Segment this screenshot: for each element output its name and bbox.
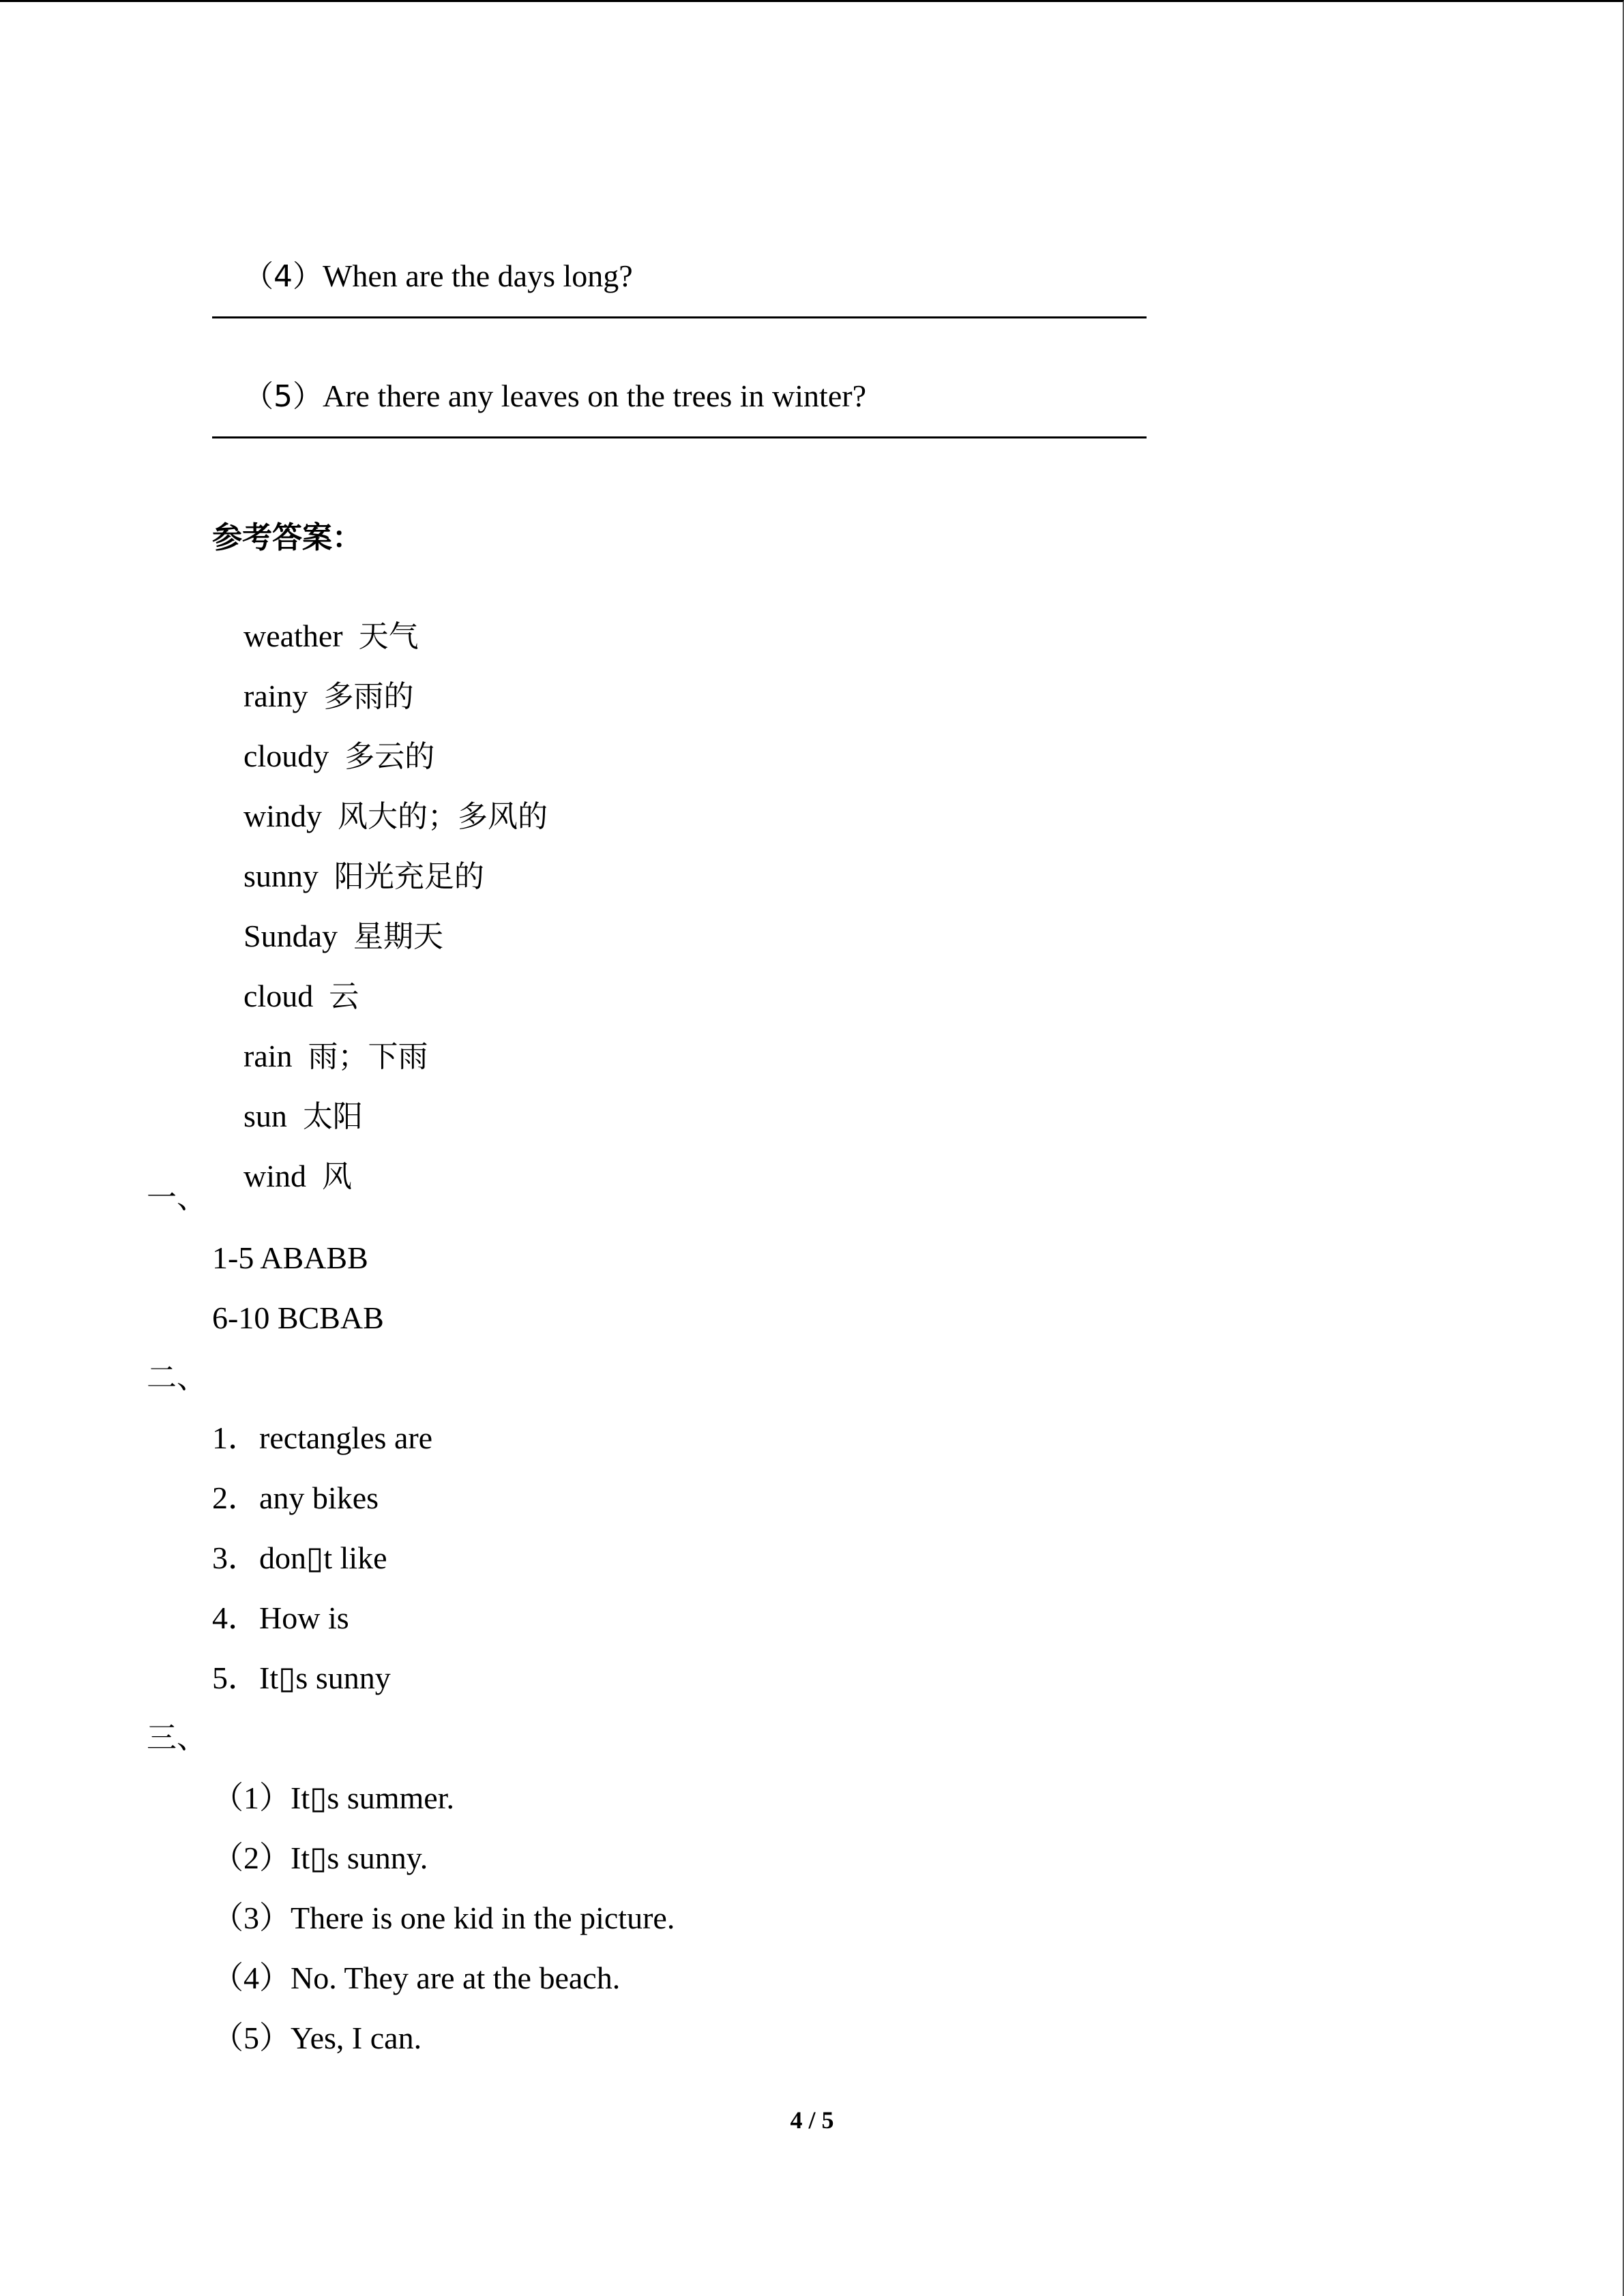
answer-item: 2．any bikes [212, 1480, 379, 1515]
vocab-meaning: 阳光充足的 [334, 859, 484, 894]
vocab-word: Sunday [243, 919, 338, 953]
vocab-meaning: 风 [322, 1159, 352, 1194]
answer-item: 6-10 BCBAB [212, 1300, 384, 1335]
answer-item: （4）No. They are at the beach. [212, 1960, 621, 1995]
answer-item: 4．How is [212, 1600, 349, 1635]
vocab-meaning: 天气 [358, 619, 419, 654]
section-label-2: 二、 [147, 1360, 207, 1395]
vocab-meaning: 星期天 [353, 919, 443, 954]
vocab-word: cloudy [243, 739, 329, 773]
section-label-1: 一、 [147, 1180, 207, 1215]
vocab-meaning: 雨；下雨 [308, 1039, 428, 1074]
question-number: （4） [243, 259, 323, 294]
vocab-word: rainy [243, 679, 308, 713]
vocab-word: rain [243, 1039, 293, 1073]
vocab-meaning: 多云的 [344, 739, 435, 774]
vocab-word: windy [243, 799, 322, 833]
answer-item: （5）Yes, I can. [212, 2021, 422, 2055]
vocab-word: wind [243, 1159, 306, 1193]
answer-line [212, 316, 1147, 318]
answer-item: （3）There is one kid in the picture. [212, 1900, 675, 1935]
question-text: When are the days long? [323, 258, 633, 293]
question-number: （5） [243, 379, 323, 414]
vocab-word: weather [243, 618, 343, 653]
question-text: Are there any leaves on the trees in winter? [323, 378, 866, 413]
vocab-word: cloud [243, 979, 314, 1013]
vocab-word: sun [243, 1099, 287, 1133]
answer-item: （1）It▯s summer. [212, 1780, 454, 1815]
answer-item: 3．don▯t like [212, 1540, 387, 1575]
section-label-3: 三、 [147, 1720, 207, 1755]
vocab-item [212, 1119, 352, 1234]
answer-key-heading: 参考答案： [212, 520, 362, 555]
answer-item: 5．It▯s sunny [212, 1660, 391, 1695]
vocab-meaning: 多雨的 [323, 679, 414, 714]
vocab-word: sunny [243, 859, 319, 893]
vocab-meaning: 风大的；多风的 [338, 799, 548, 834]
page-number: 4 / 5 [790, 2106, 834, 2134]
answer-item: （2）It▯s sunny. [212, 1840, 428, 1875]
vocab-meaning: 太阳 [302, 1099, 363, 1134]
answer-item: 1．rectangles are [212, 1420, 433, 1455]
answer-item: 1-5 ABABB [212, 1240, 368, 1275]
vocab-meaning: 云 [329, 979, 359, 1014]
answer-line [212, 436, 1147, 438]
